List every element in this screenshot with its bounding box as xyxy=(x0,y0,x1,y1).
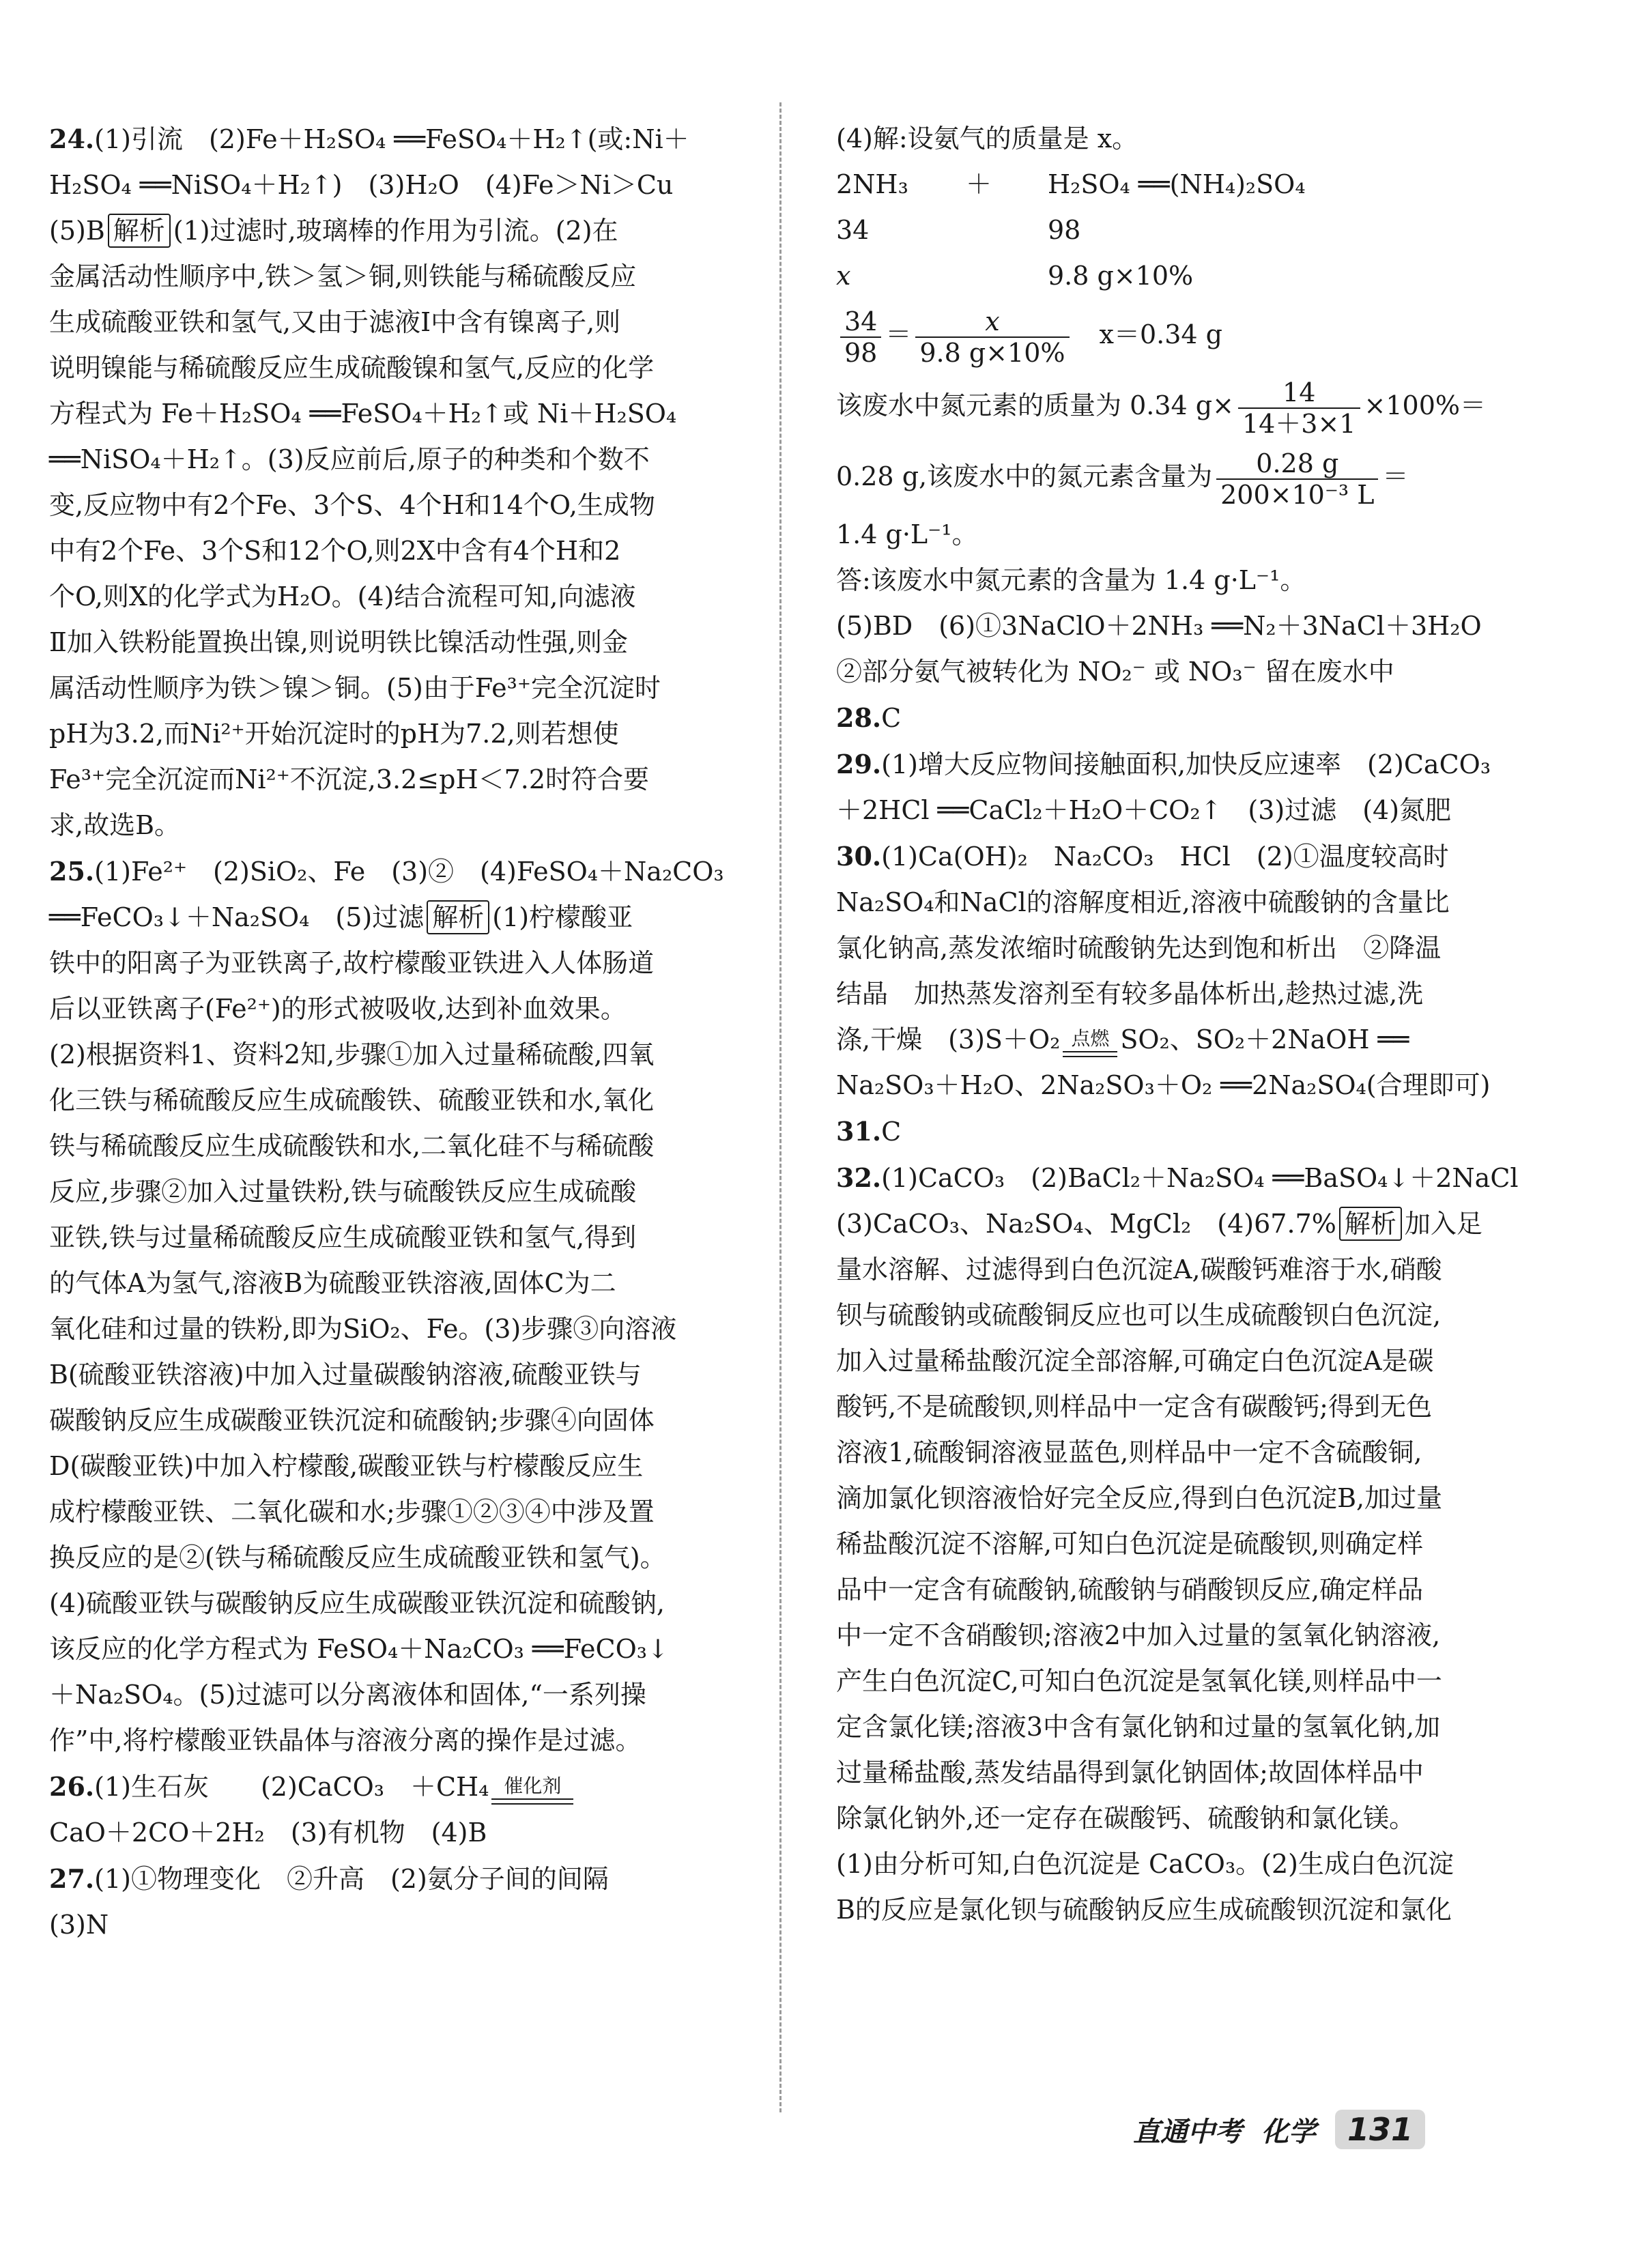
answer-line: 氧化硅和过量的铁粉,即为SiO₂、Fe。(3)步骤③向溶液 xyxy=(49,1314,677,1344)
answer-line: (1)引流 (2)Fe＋H₂SO₄ ══FeSO₄＋H₂↑(或:Ni＋ xyxy=(94,124,689,154)
value-x: x xyxy=(836,261,851,291)
answer-line: 个O,则X的化学式为H₂O。(4)结合流程可知,向滤液 xyxy=(49,582,636,612)
answer-line: (5)B xyxy=(49,216,105,246)
ratio-result: x＝0.34 g xyxy=(1099,319,1222,349)
right-column xyxy=(836,116,1546,1933)
fraction-denominator: 9.8 g×10% xyxy=(919,337,1065,368)
answer-line: ＋Na₂SO₄。(5)过滤可以分离液体和固体,“一系列操 xyxy=(49,1680,646,1710)
answer-line: (2)根据资料1、资料2知,步骤①加入过量稀硫酸,四氧 xyxy=(49,1039,655,1070)
text-segment: ＝ xyxy=(1382,461,1409,491)
question-27 xyxy=(49,1856,744,1948)
question-number: 28. xyxy=(836,702,882,733)
answer-line: ②部分氨气被转化为 NO₂⁻ 或 NO₃⁻ 留在废水中 xyxy=(836,657,1394,687)
answer-line: D(碳酸亚铁)中加入柠檬酸,碳酸亚铁与柠檬酸反应生 xyxy=(49,1451,644,1481)
answer-line: (1)Fe²⁺ (2)SiO₂、Fe (3)② (4)FeSO₄＋Na₂CO₃ xyxy=(94,857,724,887)
text-segment: 该废水中氮元素的质量为 0.34 g× xyxy=(836,390,1234,420)
equals-bar xyxy=(491,1798,573,1805)
answer-line: (5)BD (6)①3NaClO＋2NH₃ ══N₂＋3NaCl＋3H₂O xyxy=(836,611,1482,641)
column-divider xyxy=(779,102,782,2112)
left-column xyxy=(49,116,744,1948)
answer-line: 加入过量稀盐酸沉淀全部溶解,可确定白色沉淀A是碳 xyxy=(836,1346,1434,1376)
text-segment: 0.28 g,该废水中的氮元素含量为 xyxy=(836,461,1213,491)
answer-statement: 答:该废水中氮元素的含量为 1.4 g·L⁻¹。 xyxy=(836,565,1306,595)
question-30 xyxy=(836,833,1546,1108)
solution-intro: (4)解:设氨气的质量是 x。 xyxy=(836,124,1138,154)
question-27-continued xyxy=(836,116,1546,695)
answer-line: (1)①物理变化 ②升高 (2)氨分子间的间隔 xyxy=(94,1864,609,1894)
analysis-tag: 解析 xyxy=(1339,1207,1402,1241)
answer-line: 钡与硫酸钠或硫酸铜反应也可以生成硫酸钡白色沉淀, xyxy=(836,1300,1442,1330)
text-segment: ×100%＝ xyxy=(1364,390,1486,420)
question-number: 27. xyxy=(49,1863,95,1894)
value-row xyxy=(836,253,1546,299)
answer-line: 产生白色沉淀C,可知白色沉淀是氢氧化镁,则样品中一 xyxy=(836,1666,1442,1696)
answer-line: 酸钙,不是硫酸钡,则样品中一定含有碳酸钙;得到无色 xyxy=(836,1392,1432,1422)
nitrogen-fraction xyxy=(1238,377,1360,439)
answer-line: 量水溶解、过滤得到白色沉淀A,碳酸钙难溶于水,硝酸 xyxy=(836,1254,1442,1284)
answer-line: 过量稀盐酸,蒸发结晶得到氯化钠固体;故固体样品中 xyxy=(836,1757,1424,1788)
question-28 xyxy=(836,695,1546,741)
fraction-denominator: 14＋3×1 xyxy=(1242,408,1356,439)
answer-line: (1)Ca(OH)₂ Na₂CO₃ HCl (2)①温度较高时 xyxy=(881,842,1449,872)
answer-line: 铁中的阳离子为亚铁离子,故柠檬酸亚铁进入人体肠道 xyxy=(49,948,655,978)
equation-row xyxy=(836,162,1546,207)
question-number: 31. xyxy=(836,1116,882,1147)
fraction-denominator: 98 xyxy=(844,337,878,368)
answer-line: 中有2个Fe、3个S和12个O,则2X中含有4个H和2 xyxy=(49,536,621,566)
answer-line: 中一定不含硝酸钡;溶液2中加入过量的氢氧化钠溶液, xyxy=(836,1620,1441,1650)
question-number: 25. xyxy=(49,856,95,887)
answer-line: (3)CaCO₃、Na₂SO₄、MgCl₂ (4)67.7% xyxy=(836,1209,1336,1239)
ratio-fraction-1 xyxy=(840,306,881,368)
answer-line: 生成硫酸亚铁和氢气,又由于滤液Ⅰ中含有镍离子,则 xyxy=(49,307,621,337)
ignite-label: 点燃 xyxy=(1071,1027,1110,1050)
answer-line: ══FeCO₃↓＋Na₂SO₄ (5)过滤 xyxy=(49,902,425,932)
answer-line: 涤,干燥 (3)S＋O₂ xyxy=(836,1024,1061,1054)
page-footer xyxy=(1133,2106,1425,2153)
question-31 xyxy=(836,1108,1546,1155)
catalyst-arrow xyxy=(491,1774,573,1805)
answer-line: ══NiSO₄＋H₂↑。(3)反应前后,原子的种类和个数不 xyxy=(49,444,650,474)
answer-line: B的反应是氯化钡与硫酸钠反应生成硫酸钡沉淀和氯化 xyxy=(836,1895,1452,1925)
answer-line: 溶液1,硫酸铜溶液显蓝色,则样品中一定不含硫酸铜, xyxy=(836,1437,1422,1467)
catalyst-label: 催化剂 xyxy=(504,1775,562,1797)
content-fraction xyxy=(1216,448,1378,510)
question-32 xyxy=(836,1155,1546,1933)
answer-line: 方程式为 Fe＋H₂SO₄ ══FeSO₄＋H₂↑或 Ni＋H₂SO₄ xyxy=(49,399,677,429)
question-29 xyxy=(836,741,1546,833)
answer-line: C xyxy=(881,703,902,733)
book-series: 直通中考 xyxy=(1133,2116,1242,2148)
answer-line: CaO＋2CO＋2H₂ (3)有机物 (4)B xyxy=(49,1818,487,1848)
fraction-denominator: 200×10⁻³ L xyxy=(1220,479,1375,510)
answer-line: 亚铁,铁与过量稀硫酸反应生成硫酸亚铁和氢气,得到 xyxy=(49,1222,637,1252)
answer-line: ＋2HCl ══CaCl₂＋H₂O＋CO₂↑ (3)过滤 (4)氮肥 xyxy=(836,795,1452,825)
answer-line: SO₂、SO₂＋2NaOH ══ xyxy=(1120,1024,1409,1054)
question-number: 32. xyxy=(836,1162,882,1193)
plus-sign: ＋ xyxy=(966,169,992,199)
answer-line: (1)过滤时,玻璃棒的作用为引流。(2)在 xyxy=(173,216,618,246)
page-number: 131 xyxy=(1335,2110,1425,2149)
mass-h2so4: 98 xyxy=(1048,215,1081,245)
answer-line: C xyxy=(881,1117,902,1147)
answer-line: 加入足 xyxy=(1404,1209,1482,1239)
book-subject: 化学 xyxy=(1261,2116,1316,2148)
answer-line: B(硫酸亚铁溶液)中加入过量碳酸钠溶液,硫酸亚铁与 xyxy=(49,1360,642,1390)
equals-bar xyxy=(1063,1051,1117,1057)
content-row xyxy=(836,441,1546,512)
reactant-nh3: 2NH₃ xyxy=(836,169,908,199)
answer-line: Fe³⁺完全沉淀而Ni²⁺不沉淀,3.2≤pH＜7.2时符合要 xyxy=(49,764,650,794)
answer-line: H₂SO₄ ══NiSO₄＋H₂↑) (3)H₂O (4)Fe＞Ni＞Cu xyxy=(49,170,674,200)
answer-line: (1)由分析可知,白色沉淀是 CaCO₃。(2)生成白色沉淀 xyxy=(836,1849,1454,1879)
answer-line: 氯化钠高,蒸发浓缩时硫酸钠先达到饱和析出 ②降温 xyxy=(836,933,1442,963)
answer-line: 碳酸钠反应生成碳酸亚铁沉淀和硫酸钠;步骤④向固体 xyxy=(49,1405,655,1435)
answer-line: 求,故选B。 xyxy=(49,810,181,840)
answer-line: 定含氯化镁;溶液3中含有氯化钠和过量的氢氧化钠,加 xyxy=(836,1712,1441,1742)
value-h2so4: 9.8 g×10% xyxy=(1048,261,1194,291)
answer-line: 变,反应物中有2个Fe、3个S、4个H和14个O,生成物 xyxy=(49,490,655,520)
answer-line: 该反应的化学方程式为 FeSO₄＋Na₂CO₃ ══FeCO₃↓ xyxy=(49,1634,669,1664)
answer-line: 除氯化钠外,还一定存在碳酸钙、硫酸钠和氯化镁。 xyxy=(836,1803,1416,1833)
answer-line: Ⅱ加入铁粉能置换出镍,则说明铁比镍活动性强,则金 xyxy=(49,627,628,657)
question-25 xyxy=(49,848,744,1764)
answer-line: 的气体A为氢气,溶液B为硫酸亚铁溶液,固体C为二 xyxy=(49,1268,616,1298)
fraction-numerator: 0.28 g xyxy=(1216,448,1378,480)
ratio-row: $\frac{34}{98}$ ＝ $\frac{x}{9.8 g\times 10\%}$ x＝0.34 g xyxy=(836,299,1546,370)
question-24 xyxy=(49,116,744,848)
ratio-fraction-2 xyxy=(915,306,1069,368)
question-number: 29. xyxy=(836,749,882,779)
answer-line: (1)生石灰 (2)CaCO₃ ＋CH₄ xyxy=(94,1772,489,1802)
content-result: 1.4 g·L⁻¹。 xyxy=(836,519,978,549)
answer-line: 品中一定含有硫酸钠,硫酸钠与硝酸钡反应,确定样品 xyxy=(836,1575,1424,1605)
answer-line: 说明镍能与稀硫酸反应生成硫酸镍和氢气,反应的化学 xyxy=(49,353,655,383)
answer-line: 换反应的是②(铁与稀硫酸反应生成硫酸亚铁和氢气)。 xyxy=(49,1542,666,1573)
answer-line: Na₂SO₃＋H₂O、2Na₂SO₃＋O₂ ══2Na₂SO₄(合理即可) xyxy=(836,1070,1491,1100)
answer-line: 反应,步骤②加入过量铁粉,铁与硫酸铁反应生成硫酸 xyxy=(49,1177,637,1207)
mass-nh3: 34 xyxy=(836,215,870,245)
question-number: 26. xyxy=(49,1771,95,1802)
nitrogen-mass-row xyxy=(836,370,1546,441)
answer-line: pH为3.2,而Ni²⁺开始沉淀时的pH为7.2,则若想使 xyxy=(49,719,619,749)
fraction-numerator: 34 xyxy=(840,306,881,338)
answer-line: (1)CaCO₃ (2)BaCl₂＋Na₂SO₄ ══BaSO₄↓＋2NaCl xyxy=(881,1163,1519,1193)
answer-line: 属活动性顺序为铁＞镍＞铜。(5)由于Fe³⁺完全沉淀时 xyxy=(49,673,661,703)
answer-line: (1)柠檬酸亚 xyxy=(492,902,633,932)
analysis-tag: 解析 xyxy=(108,214,171,248)
answer-line: 铁与稀硫酸反应生成硫酸铁和水,二氧化硅不与稀硫酸 xyxy=(49,1131,655,1161)
answer-line: 成柠檬酸亚铁、二氧化碳和水;步骤①②③④中涉及置 xyxy=(49,1497,655,1527)
answer-line: 滴加氯化钡溶液恰好完全反应,得到白色沉淀B,加过量 xyxy=(836,1483,1443,1513)
answer-line: 化三铁与稀硫酸反应生成硫酸铁、硫酸亚铁和水,氧化 xyxy=(49,1085,655,1115)
answer-line: (3)N xyxy=(49,1910,109,1940)
fraction-numerator: x xyxy=(915,306,1069,338)
answer-line: 后以亚铁离子(Fe²⁺)的形式被吸收,达到补血效果。 xyxy=(49,994,627,1024)
question-number: 30. xyxy=(836,841,882,872)
reaction-rest: H₂SO₄ ══(NH₄)₂SO₄ xyxy=(1048,169,1306,199)
mass-row xyxy=(836,207,1546,253)
answer-line: (4)硫酸亚铁与碳酸钠反应生成碳酸亚铁沉淀和硫酸钠, xyxy=(49,1588,665,1618)
answer-line: (1)增大反应物间接触面积,加快反应速率 (2)CaCO₃ xyxy=(881,749,1491,779)
fraction-numerator: 14 xyxy=(1238,377,1360,409)
answer-line: 稀盐酸沉淀不溶解,可知白色沉淀是硫酸钡,则确定样 xyxy=(836,1529,1424,1559)
answer-line: 结晶 加热蒸发溶剂至有较多晶体析出,趁热过滤,洗 xyxy=(836,979,1424,1009)
question-number: 24. xyxy=(49,124,95,154)
answer-line: Na₂SO₄和NaCl的溶解度相近,溶液中硫酸钠的含量比 xyxy=(836,887,1450,917)
ignite-arrow xyxy=(1063,1027,1117,1057)
answer-line: 作”中,将柠檬酸亚铁晶体与溶液分离的操作是过滤。 xyxy=(49,1725,642,1755)
analysis-tag: 解析 xyxy=(427,900,489,934)
question-26 xyxy=(49,1764,744,1856)
answer-line: 金属活动性顺序中,铁＞氢＞铜,则铁能与稀硫酸反应 xyxy=(49,261,637,291)
